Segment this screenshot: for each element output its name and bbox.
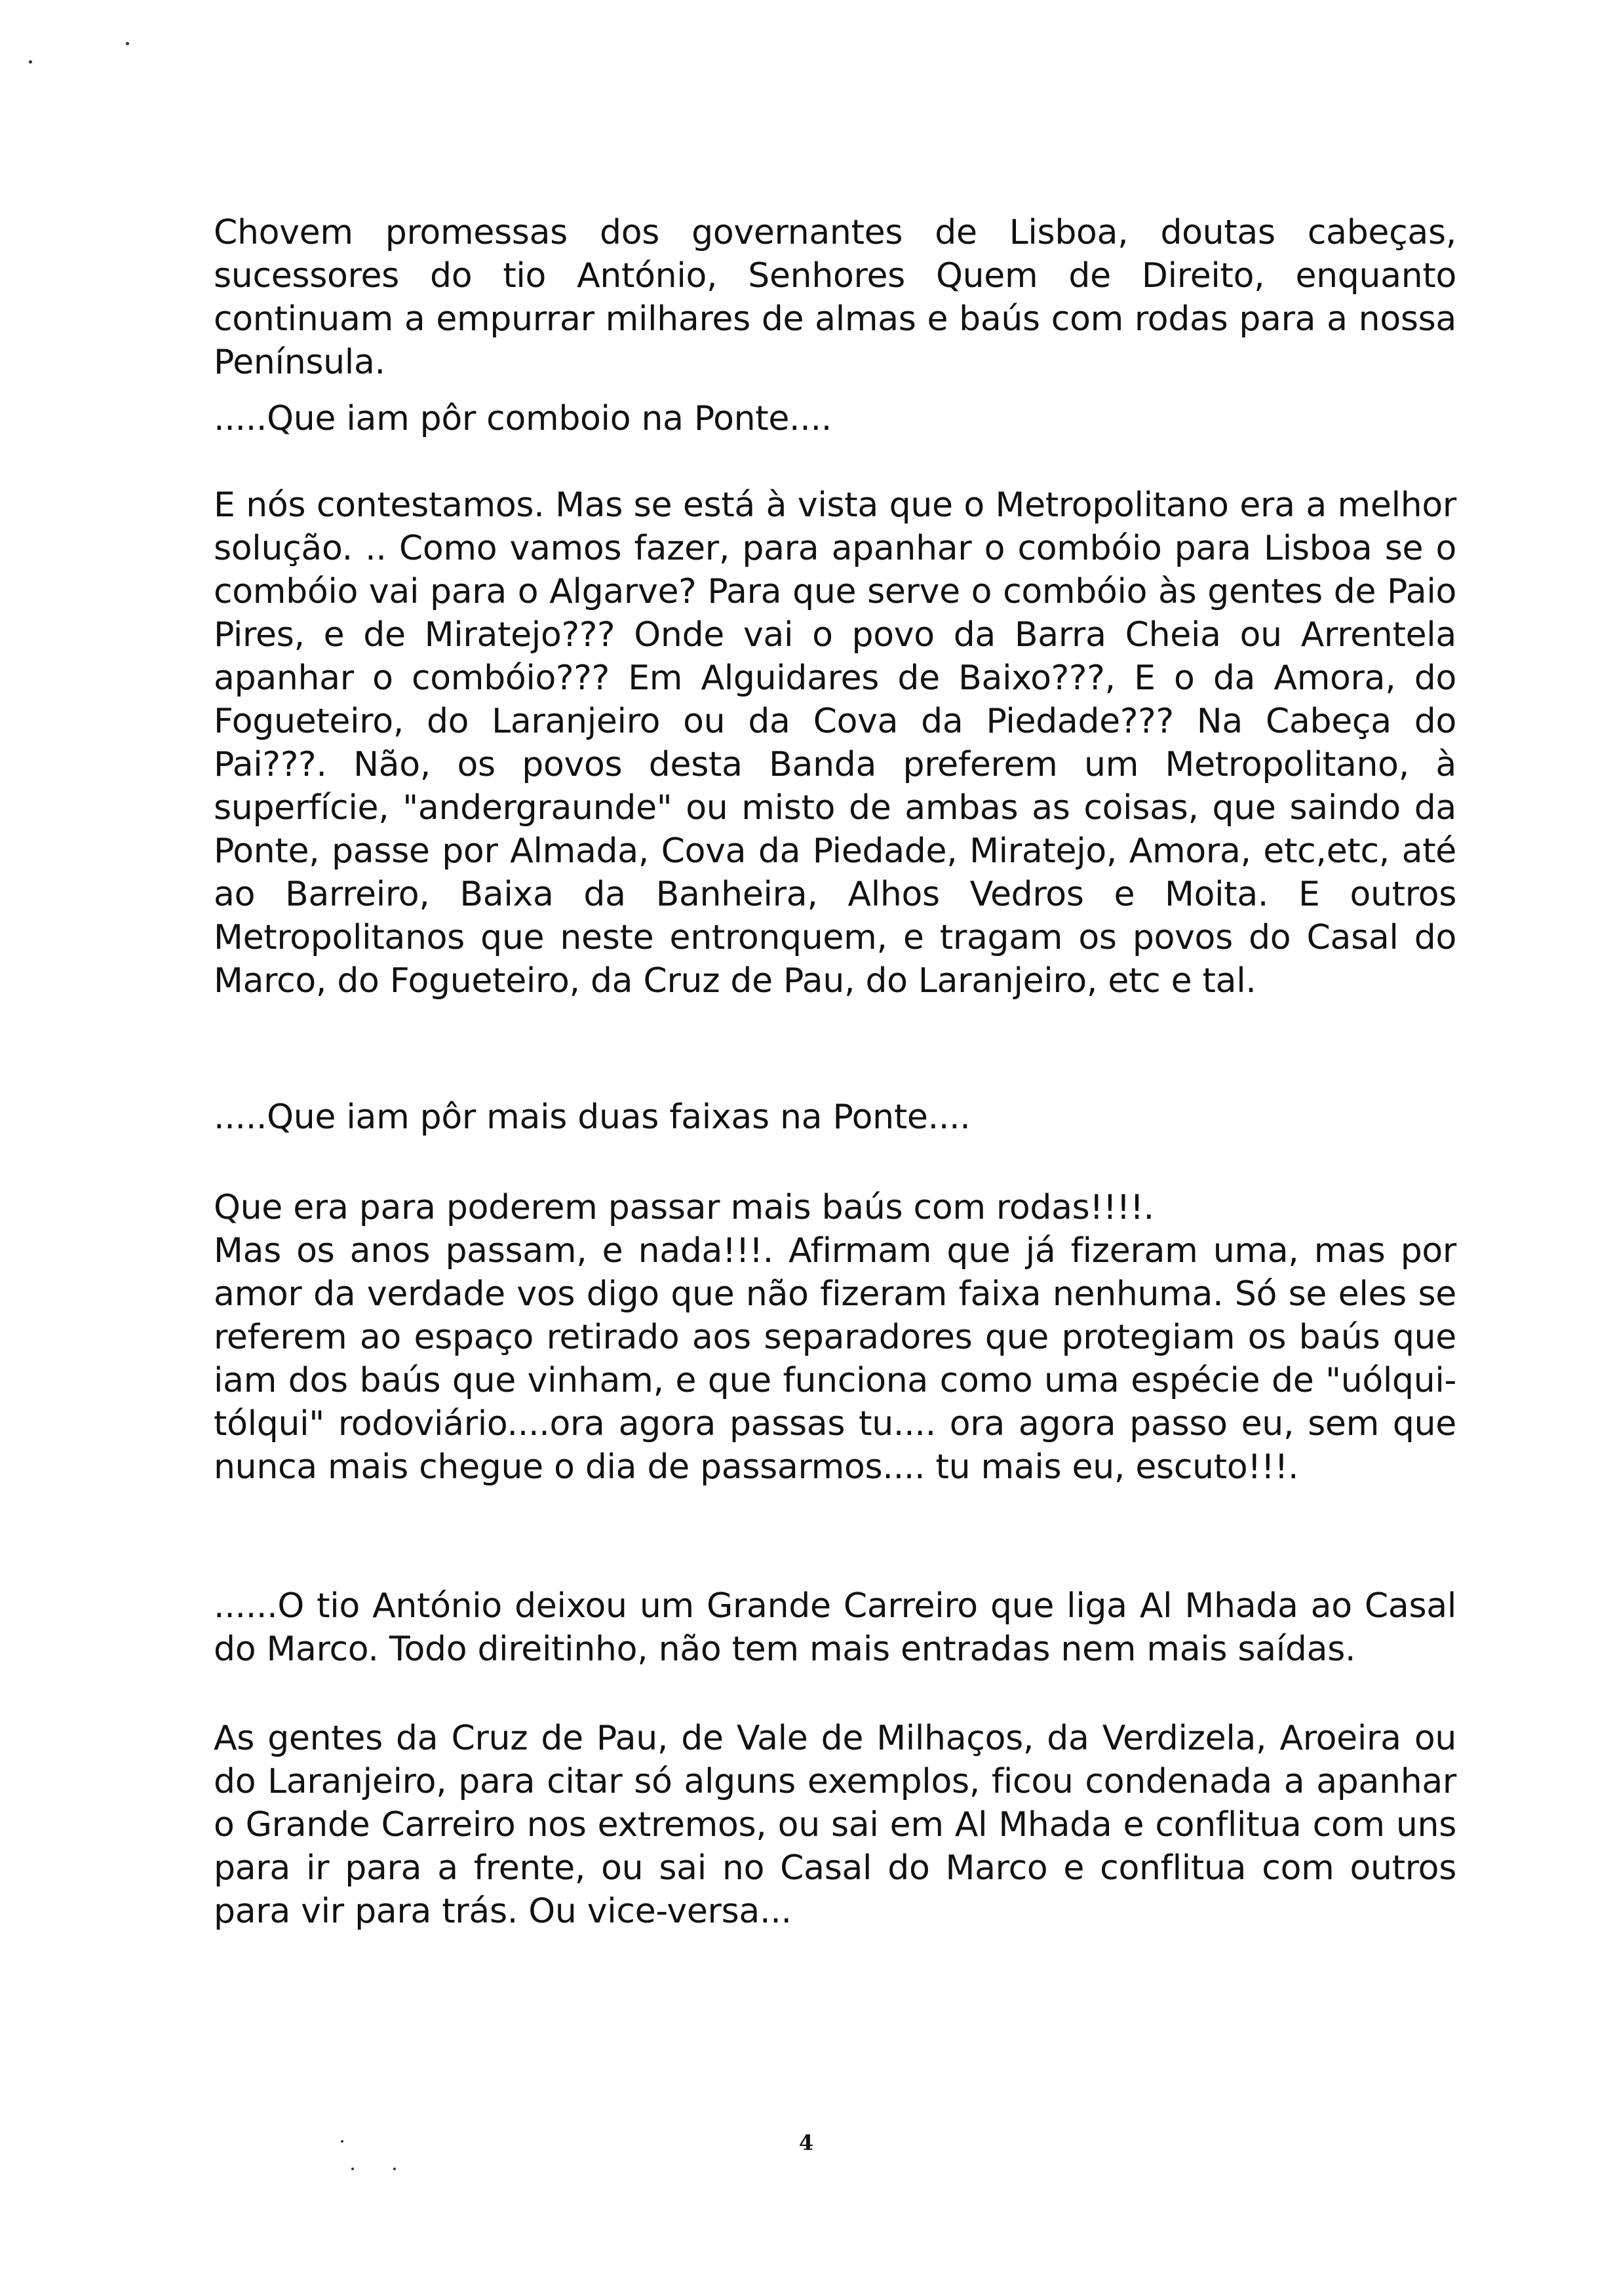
- paragraph-cruz-de-pau: As gentes da Cruz de Pau, de Vale de Milhaços, da Verdizela, Aroeira ou do Laranjeiro, para citar só alguns exemplos, ficou condenada a apanhar o Grande Carreiro nos extremos, ou sai em Al Mhada e conflitua com uns para ir para a frente, ou sai no Casal do Marco e conflitua com outros para vir para trás. Ou vice-versa...: [214, 1719, 1456, 1931]
- paragraph-comboio-heading: .....Que iam pôr comboio na Ponte....: [214, 399, 832, 438]
- page-number: 4: [798, 2130, 814, 2155]
- paragraph-anos-passam: Mas os anos passam, e nada!!!. Afirmam que já fizeram uma, mas por amor da verdade vos digo que não fizeram faixa nenhuma. Só se eles se referem ao espaço retirado aos separadores que protegiam os baús que iam dos baús que vinham, e que funciona como uma espécie de "uólqui-tólqui" rodoviário....ora agora passas tu.... ora agora passo eu, sem que nunca mais chegue o dia de passarmos.... tu mais eu, escuto!!!.: [214, 1231, 1456, 1487]
- scan-speck: [341, 2140, 343, 2143]
- paragraph-promises: Chovem promessas dos governantes de Lisboa, doutas cabeças, sucessores do tio António, Senhores Quem de Direito, enquanto continuam a empurrar milhares de almas e baús com rodas para a nossa Península.: [214, 213, 1456, 382]
- paragraph-faixas-heading: .....Que iam pôr mais duas faixas na Ponte....: [214, 1098, 971, 1137]
- paragraph-baus-rodas: Que era para poderem passar mais baús com rodas!!!!.: [214, 1188, 1154, 1227]
- scan-speck: [29, 60, 32, 64]
- scan-speck: [126, 42, 129, 45]
- scan-speck: [393, 2168, 396, 2170]
- paragraph-metropolitano: E nós contestamos. Mas se está à vista que o Metropolitano era a melhor solução. .. Como vamos fazer, para apanhar o combóio para Lisboa se o combóio vai para o Algarve? Para que serve o combóio às gentes de Paio Pires, e de Miratejo??? Onde vai o povo da Barra Cheia ou Arrentela apanhar o combóio??? Em Alguidares de Baixo???, E o da Amora, do Fogueteiro, do Laranjeiro ou da Cova da Piedade??? Na Cabeça do Pai???. Não, os povos desta Banda preferem um Metropolitano, à superfície, "andergraunde" ou misto de ambas as coisas, que saindo da Ponte, passe por Almada, Cova da Piedade, Miratejo, Amora, etc,etc, até ao Barreiro, Baixa da Banheira, Alhos Vedros e Moita. E outros Metropolitanos que neste entronquem, e tragam os povos do Casal do Marco, do Fogueteiro, da Cruz de Pau, do Laranjeiro, etc e tal.: [214, 486, 1456, 1001]
- paragraph-grande-carreiro: ......O tio António deixou um Grande Carreiro que liga Al Mhada ao Casal do Marco. Todo direitinho, não tem mais entradas nem mais saídas.: [214, 1586, 1456, 1669]
- scan-speck: [351, 2168, 354, 2170]
